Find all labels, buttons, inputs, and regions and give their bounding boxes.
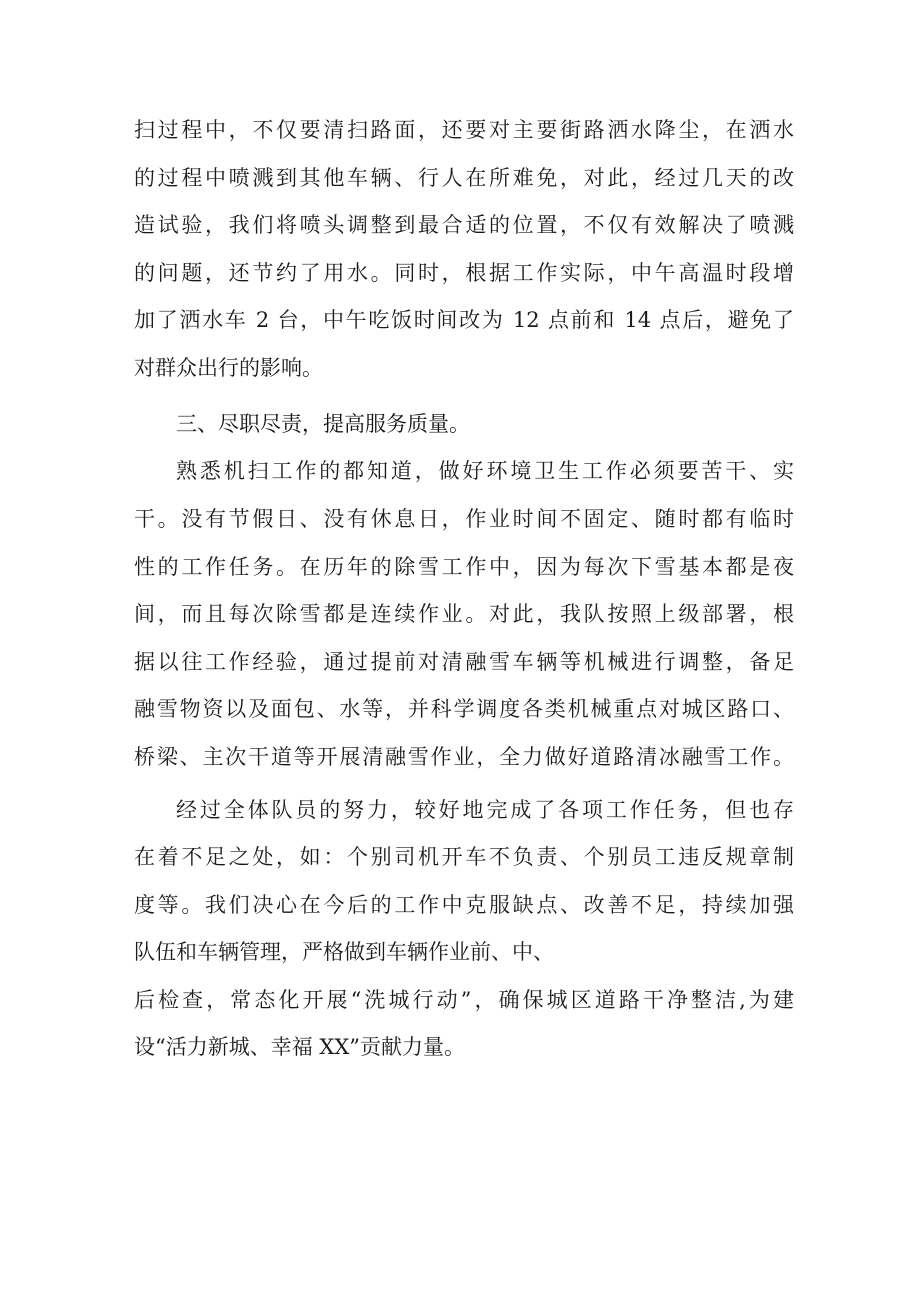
paragraph-3-line-4: 队伍和车辆管理，严格做到车辆作业前、中、 [134,940,554,964]
paragraph-3-line-1: 经过全体队员的努力，较好地完成了各项工作任务，但也存 [176,798,794,822]
paragraph-1-line-5: 加了洒水车 2 台，中午吃饭时间改为 12 点前和 14 点后，避免了 [134,308,794,332]
paragraph-2-line-4: 间，而且每次除雪都是连续作业。对此，我队按照上级部署，根 [134,602,794,626]
paragraph-2-line-6: 融雪物资以及面包、水等，并科学调度各类机械重点对城区路口、 [134,697,794,721]
paragraph-3-line-3: 度等。我们决心在今后的工作中克服缺点、改善不足，持续加强 [134,893,794,917]
paragraph-3-line-2: 在着不足之处，如：个别司机开车不负责、个别员工违反规章制 [134,845,794,869]
paragraph-3-line-5: 后检查，常态化开展“洗城行动”，确保城区道路干净整洁,为建 [134,988,794,1012]
paragraph-3-line-6: 设“活力新城、幸福 XX”贡献力量。 [134,1035,466,1059]
paragraph-2-line-2: 干。没有节假日、没有休息日，作业时间不固定、随时都有临时 [134,507,794,531]
paragraph-2-line-7: 桥梁、主次干道等开展清融雪作业，全力做好道路清冰融雪工作。 [134,745,794,769]
paragraph-1-line-2: 的过程中喷溅到其他车辆、行人在所难免，对此，经过几天的改 [134,166,794,190]
paragraph-1-line-4: 的问题，还节约了用水。同时，根据工作实际，中午高温时段增 [134,261,794,285]
paragraph-2-line-5: 据以往工作经验，通过提前对清融雪车辆等机械进行调整，备足 [134,650,794,674]
paragraph-1-line-6: 对群众出行的影响。 [134,356,323,380]
paragraph-2-line-3: 性的工作任务。在历年的除雪工作中，因为每次下雪基本都是夜 [134,555,794,579]
paragraph-1-line-1: 扫过程中，不仅要清扫路面，还要对主要街路洒水降尘，在洒水 [134,118,794,142]
paragraph-2-line-1: 熟悉机扫工作的都知道，做好环境卫生工作必须要苦干、实 [176,459,794,483]
paragraph-1-line-3: 造试验，我们将喷头调整到最合适的位置，不仅有效解决了喷溅 [134,213,794,237]
section-heading: 三、尽职尽责，提高服务质量。 [176,412,470,436]
